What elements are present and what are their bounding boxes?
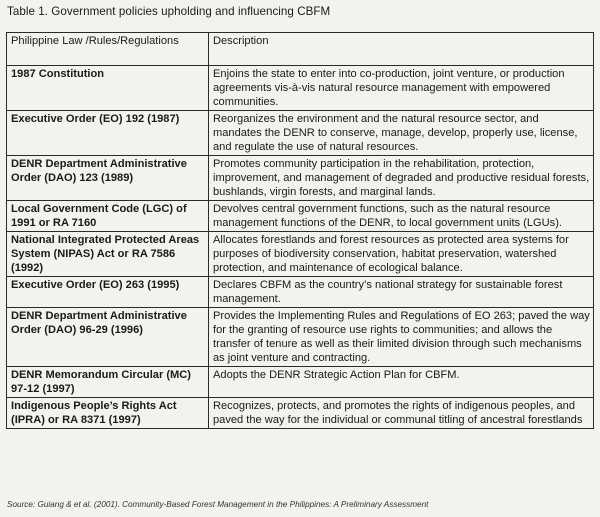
table-row — [7, 201, 594, 232]
table-row — [7, 398, 594, 429]
table-row — [7, 156, 594, 201]
law-cell: National Integrated Protected Areas System (NIPAS) Act or RA 7586 (1992) — [7, 232, 209, 277]
policy-table — [6, 32, 594, 429]
table-caption: Table 1. Government policies upholding and influencing CBFM — [7, 5, 331, 18]
table-row — [7, 367, 594, 398]
description-cell: Enjoins the state to enter into co-production, joint venture, or production agreements vis-à-vis natural resource management with empowered communities. — [209, 66, 594, 111]
header-description: Description — [209, 33, 594, 66]
law-cell: DENR Memorandum Circular (MC) 97-12 (1997) — [7, 367, 209, 398]
law-cell: Executive Order (EO) 192 (1987) — [7, 111, 209, 156]
table-row — [7, 232, 594, 277]
description-cell: Declares CBFM as the country’s national strategy for sustainable forest management. — [209, 277, 594, 308]
table-row — [7, 111, 594, 156]
description-cell: Provides the Implementing Rules and Regulations of EO 263; paved the way for the granting of resource use rights to communities; and allows the transfer of tenure as well as their limited division through such mechanisms as joint venture and contracting. — [209, 308, 594, 367]
description-cell: Reorganizes the environment and the natural resource sector, and mandates the DENR to conserve, manage, develop, properly use, license, and regulate the use of natural resources. — [209, 111, 594, 156]
law-cell: DENR Department Administrative Order (DAO) 123 (1989) — [7, 156, 209, 201]
table-header-row — [7, 33, 594, 66]
law-cell: DENR Department Administrative Order (DAO) 96-29 (1996) — [7, 308, 209, 367]
table-row — [7, 308, 594, 367]
header-law: Philippine Law /Rules/Regulations — [7, 33, 209, 66]
table-row — [7, 66, 594, 111]
law-cell: Local Government Code (LGC) of 1991 or RA 7160 — [7, 201, 209, 232]
description-cell: Recognizes, protects, and promotes the rights of indigenous peoples, and paved the way for the individual or communal titling of ancestral forestlands — [209, 398, 594, 429]
law-cell: Executive Order (EO) 263 (1995) — [7, 277, 209, 308]
description-cell: Adopts the DENR Strategic Action Plan for CBFM. — [209, 367, 594, 398]
table-row — [7, 277, 594, 308]
law-cell: Indigenous People’s Rights Act (IPRA) or RA 8371 (1997) — [7, 398, 209, 429]
description-cell: Devolves central government functions, such as the natural resource management functions of the DENR, to local government units (LGUs). — [209, 201, 594, 232]
description-cell: Allocates forestlands and forest resources as protected area systems for purposes of biodiversity conservation, habitat preservation, watershed protection, and maintenance of ecological balance. — [209, 232, 594, 277]
source-note: Source: Guiang & et al. (2001). Community-Based Forest Management in the Philippines: A Preliminary Assessment — [7, 500, 429, 509]
law-cell: 1987 Constitution — [7, 66, 209, 111]
description-cell: Promotes community participation in the rehabilitation, protection, improvement, and management of degraded and productive residual forests, bushlands, virgin forests, and marginal lands. — [209, 156, 594, 201]
